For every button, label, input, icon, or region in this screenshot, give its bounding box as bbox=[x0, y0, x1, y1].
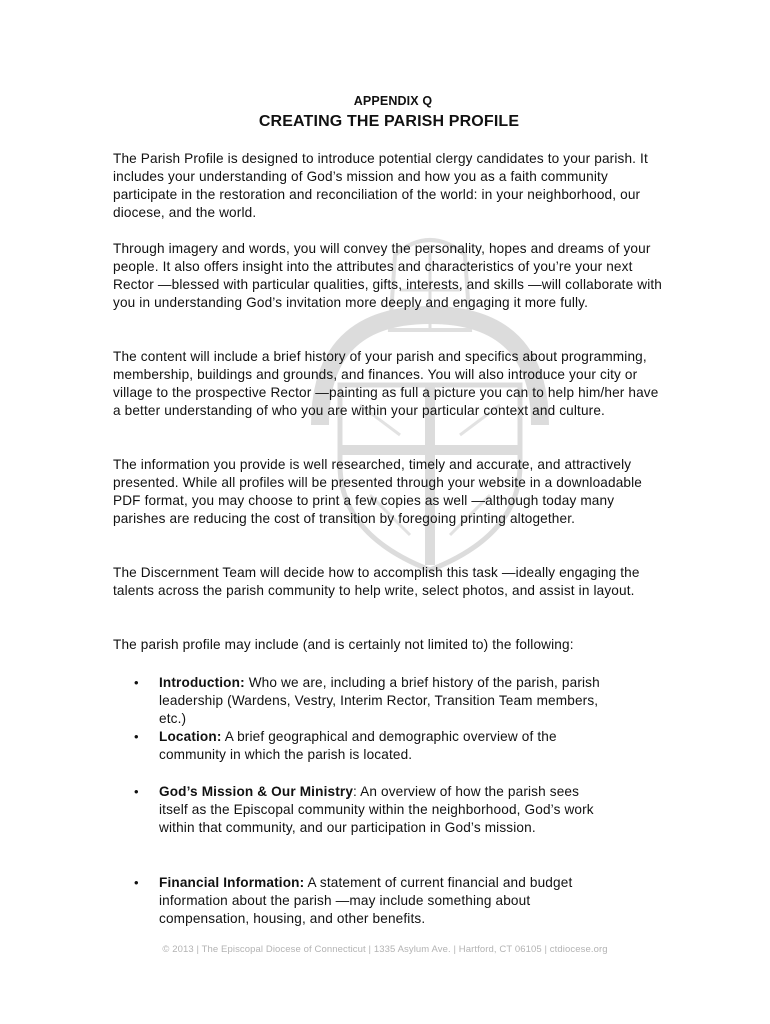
list-item-financial bbox=[113, 874, 609, 928]
document-body bbox=[113, 93, 663, 926]
page-footer: © 2013 | The Episcopal Diocese of Connecticut | 1335 Asylum Ave. | Hartford, CT 06105 | ctdiocese.org bbox=[162, 944, 608, 955]
bullet-icon: • bbox=[134, 675, 139, 690]
paragraph-discernment: The Discernment Team will decide how to accomplish this task —ideally engaging the talents across the parish community to help write, select photos, and assist in layout. bbox=[113, 565, 640, 598]
bullet-icon: • bbox=[134, 729, 139, 744]
bullet-icon: • bbox=[134, 784, 139, 799]
bullet-label: Introduction: bbox=[159, 675, 245, 690]
paragraph-information: The information you provide is well researched, timely and accurate, and attractively presented. While all profiles will be presented through your website in a downloadable PDF format, you may choose to print a few copies as well —although today many parishes are reducing the cost of transition by foregoing printing altogether. bbox=[113, 457, 643, 526]
bullet-label: Location: bbox=[159, 729, 222, 744]
bullet-list-mission bbox=[113, 783, 663, 837]
bullet-text: : An overview of how the parish sees itself as the Episcopal community within the neighborhood, God’s work within that community, and our participation in God’s mission. bbox=[159, 784, 594, 835]
bullet-list-financial bbox=[113, 874, 663, 928]
bullet-text: Who we are, including a brief history of the parish, parish leadership (Wardens, Vestry, Interim Rector, Transition Team members, etc.) bbox=[159, 675, 600, 726]
bullet-list-top bbox=[113, 674, 663, 764]
list-item-mission bbox=[113, 783, 609, 837]
bullet-icon: • bbox=[134, 875, 139, 890]
paragraph-list-intro: The parish profile may include (and is certainly not limited to) the following: bbox=[113, 637, 574, 652]
page-title: CREATING THE PARISH PROFILE bbox=[258, 113, 520, 130]
bullet-label: Financial Information: bbox=[159, 875, 305, 890]
bullet-text: A brief geographical and demographic overview of the community in which the parish is located. bbox=[159, 729, 557, 762]
bullet-label: God’s Mission & Our Ministry bbox=[159, 784, 354, 799]
bullet-text: A statement of current financial and budget information about the parish —may include something about compensation, housing, and other benefits. bbox=[159, 875, 573, 926]
paragraph-intro: The Parish Profile is designed to introduce potential clergy candidates to your parish. It includes your understanding of God’s mission and how you as a faith community participate in the restoration and reconciliation of the world: in your neighborhood, our diocese, and the world. bbox=[113, 151, 648, 220]
appendix-label: APPENDIX Q bbox=[353, 94, 433, 108]
list-item-location bbox=[113, 728, 609, 764]
list-item-introduction bbox=[113, 674, 609, 728]
paragraph-imagery: Through imagery and words, you will convey the personality, hopes and dreams of your people. It also offers insight into the attributes and characteristics of you’re your next Rector —blessed with particular qualities, gifts, interests, and skills —will collaborate with you in understanding God’s invitation more deeply and engaging it more fully. bbox=[113, 241, 663, 310]
paragraph-content: The content will include a brief history of your parish and specifics about programming, membership, buildings and grounds, and finances. You will also introduce your city or village to the prospective Rector —painting as full a picture you can to help him/her have a better understanding of who you are within your particular context and culture. bbox=[113, 349, 659, 418]
